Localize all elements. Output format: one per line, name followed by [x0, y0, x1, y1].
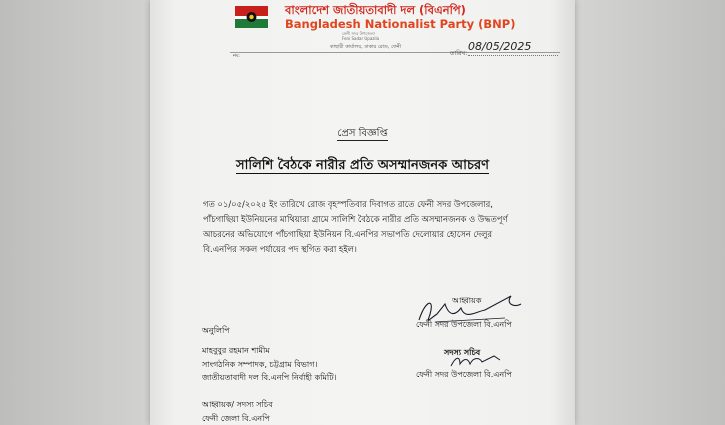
date-underline: [468, 55, 558, 56]
member-secretary-title: সদস্য সচিব: [444, 348, 481, 357]
office-address: কাছারী কার্যালয়, ঢাকার রোড, ফেনী: [330, 44, 402, 50]
member-secretary-signature: [448, 352, 503, 370]
background-left: [0, 0, 150, 425]
copy-line: সাংগঠনিক সম্পাদক, চট্টগ্রাম বিভাগ।: [202, 359, 318, 369]
reference-number-label: নং:: [233, 53, 240, 59]
body-line: বি.এনপির সকল পর্যায়ের পদ স্থগিত করা হইল।: [203, 244, 357, 254]
copy-recipient-1: [202, 344, 336, 385]
document-title: সালিশি বৈঠকে নারীর প্রতি অসম্মানজনক আচরণ: [236, 158, 489, 173]
body-line: আচরনের অভিযোগে পাঁচগাছিয়া ইউনিয়ন বি.এনপির সভাপতি দেলোয়ার হোসেন দেলুর: [203, 229, 493, 239]
upazila-name-english: Feni Sadar Upazila: [342, 36, 380, 41]
convener-organization: ফেনী সদর উপজেলা বি.এনপি: [416, 320, 512, 329]
body-paragraph: [203, 197, 533, 257]
upazila-name-bengali: ফেনী সদর উপজেলা: [342, 31, 375, 36]
copy-line: আহ্বায়ক/ সদস্য সচিব: [202, 400, 273, 409]
copy-line: ফেনী জেলা বি.এনপি: [202, 413, 270, 423]
date-label: তারিখ:: [450, 50, 468, 57]
body-line: গত ০১/০৫/২০২৫ ইং তারিখে রোজ বৃহস্পতিবার দিবাগত রাতে ফেনী সদর উপজেলার,: [203, 199, 493, 209]
copy-line: জাতীয়তাবাদী দল বি.এনপি নির্বাহী কমিটি।: [202, 373, 337, 382]
party-name-bengali: বাংলাদেশ জাতীয়তাবাদী দল (বিএনপি): [285, 3, 466, 17]
copy-to-label: অনুলিপি: [202, 326, 230, 335]
bnp-flag-logo: [235, 6, 268, 28]
press-release-heading: প্রেস বিজ্ঞপ্তি: [337, 128, 388, 139]
copy-line: মাহবুবুর রহমান শামীম: [202, 346, 270, 355]
party-name-english: Bangladesh Nationalist Party (BNP): [285, 17, 516, 31]
handwritten-date: 08/05/2025: [468, 40, 532, 53]
letter-page: [150, 0, 575, 425]
member-secretary-organization: ফেনী সদর উপজেলা বি.এনপি: [416, 370, 512, 379]
body-line: পাঁচগাছিয়া ইউনিয়নের মাথিয়ারা গ্রামে সালিশি বৈঠকে নারীর প্রতি অসম্মানজনক ও উদ্ধতপূর্ণ: [203, 214, 508, 224]
background-right: [575, 0, 725, 425]
copy-recipient-2: [202, 398, 273, 425]
convener-title: আহ্বায়ক: [452, 296, 482, 305]
